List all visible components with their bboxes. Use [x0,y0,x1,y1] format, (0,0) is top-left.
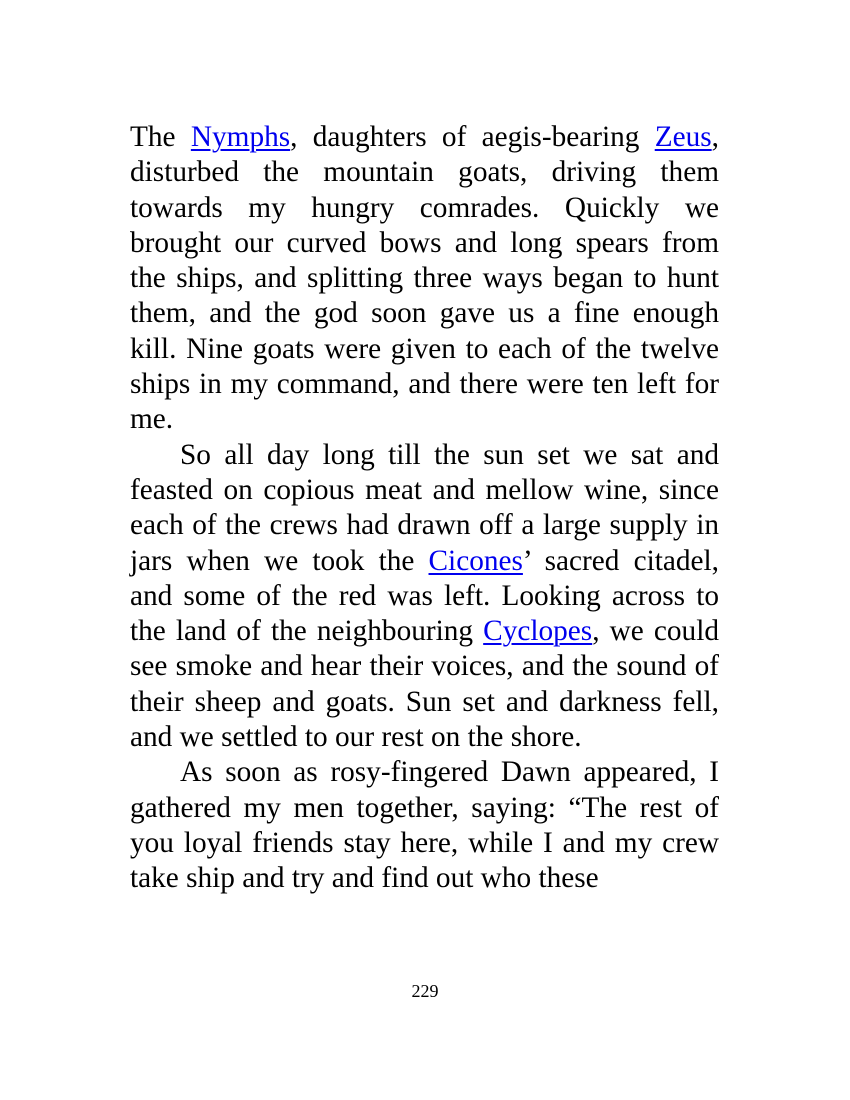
paragraph-2 [130,438,719,756]
link-nymphs[interactable]: Nymphs [190,121,291,153]
text-run: So all day long till the sun set we sat and feasted on copious meat and mellow wine, since each of the crews had drawn off a large supply in jars when we took the [130,438,719,577]
text-run: As soon as rosy-fingered Dawn appeared, I gathered my men together, saying: “The rest of you loyal friends stay here, while I and my crew take ship and try and find out who these [130,756,719,895]
link-zeus[interactable]: Zeus [654,121,712,153]
link-cicones[interactable]: Cicones [428,544,523,577]
paragraph-3 [130,755,719,896]
page-number: 229 [411,981,439,1001]
book-page-text [130,120,719,897]
text-run: , daughters of aegis-bearing [290,121,655,153]
text-run: The [130,121,191,153]
link-cyclopes[interactable]: Cyclopes [483,615,593,648]
text-run: ’ sacred citadel, and some of the red was left. Looking across to the land of the neighbouring [130,544,719,648]
text-run: , we could see smoke and hear their voices, and the sound of their sheep and goats. Sun set and darkness fell, and we settled to our rest on the shore. [130,615,719,754]
text-run: , disturbed the mountain goats, driving them towards my hungry comrades. Quickly we brought our curved bows and long spears from the ships, and splitting three ways began to hunt them, and the god soon gave us a fine enough kill. Nine goats were given to each of the twelve ships in my command, and there were ten left for me. [130,121,719,436]
paragraph-1 [130,120,719,438]
